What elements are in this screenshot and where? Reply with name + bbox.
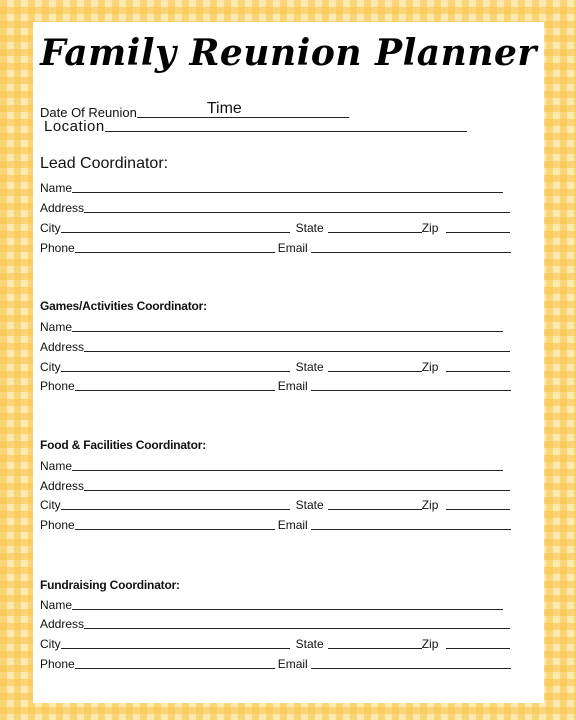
name-row bbox=[40, 459, 503, 473]
state-label: State bbox=[295, 221, 324, 235]
phone-row bbox=[40, 657, 511, 671]
address-row bbox=[40, 201, 510, 215]
email-field[interactable] bbox=[311, 251, 511, 253]
city-row bbox=[40, 360, 510, 374]
phone-field[interactable] bbox=[75, 667, 275, 669]
address-row bbox=[40, 617, 510, 631]
phone-label: Phone bbox=[40, 241, 75, 255]
section-heading-fundraising: Fundraising Coordinator: bbox=[40, 578, 180, 592]
zip-label: Zip bbox=[421, 221, 439, 235]
email-field[interactable] bbox=[311, 667, 511, 669]
address-field[interactable] bbox=[84, 627, 510, 629]
section-heading-lead: Lead Coordinator: bbox=[40, 155, 169, 172]
name-row bbox=[40, 181, 503, 195]
city-label: City bbox=[40, 637, 61, 651]
zip-field[interactable] bbox=[446, 231, 510, 233]
city-label: City bbox=[40, 498, 61, 512]
address-row bbox=[40, 340, 510, 354]
phone-row bbox=[40, 379, 511, 393]
zip-label: Zip bbox=[421, 637, 439, 651]
phone-field[interactable] bbox=[75, 389, 275, 391]
state-label: State bbox=[295, 637, 324, 651]
name-field[interactable] bbox=[72, 608, 503, 610]
phone-label: Phone bbox=[40, 657, 75, 671]
name-field[interactable] bbox=[72, 469, 503, 471]
time-field[interactable] bbox=[242, 116, 344, 118]
page-title: Family Reunion Planner bbox=[40, 32, 537, 74]
address-field[interactable] bbox=[84, 350, 510, 352]
phone-field[interactable] bbox=[75, 251, 275, 253]
state-field[interactable] bbox=[328, 370, 422, 372]
state-label: State bbox=[295, 360, 324, 374]
city-field[interactable] bbox=[61, 370, 290, 372]
email-label: Email bbox=[277, 518, 308, 532]
address-field[interactable] bbox=[84, 489, 510, 491]
phone-label: Phone bbox=[40, 379, 75, 393]
zip-label: Zip bbox=[421, 498, 439, 512]
email-field[interactable] bbox=[311, 389, 511, 391]
planner-page bbox=[33, 22, 544, 703]
state-label: State bbox=[295, 498, 324, 512]
location-field[interactable] bbox=[105, 130, 467, 132]
state-field[interactable] bbox=[328, 231, 422, 233]
city-label: City bbox=[40, 360, 61, 374]
city-field[interactable] bbox=[61, 647, 290, 649]
zip-field[interactable] bbox=[446, 647, 510, 649]
name-field[interactable] bbox=[72, 191, 503, 193]
date-label: Date Of Reunion bbox=[40, 105, 137, 120]
address-row bbox=[40, 479, 510, 493]
email-label: Email bbox=[277, 379, 308, 393]
section-heading-food: Food & Facilities Coordinator: bbox=[40, 438, 207, 452]
zip-field[interactable] bbox=[446, 508, 510, 510]
name-label: Name bbox=[40, 320, 73, 334]
city-field[interactable] bbox=[61, 231, 290, 233]
email-field[interactable] bbox=[311, 528, 511, 530]
email-label: Email bbox=[277, 657, 308, 671]
phone-row bbox=[40, 518, 511, 532]
zip-label: Zip bbox=[421, 360, 439, 374]
phone-label: Phone bbox=[40, 518, 75, 532]
city-field[interactable] bbox=[61, 508, 290, 510]
state-field[interactable] bbox=[328, 647, 422, 649]
address-label: Address bbox=[40, 201, 85, 215]
name-row bbox=[40, 320, 503, 334]
phone-row bbox=[40, 241, 511, 255]
address-label: Address bbox=[40, 617, 85, 631]
name-label: Name bbox=[40, 181, 73, 195]
name-field[interactable] bbox=[72, 330, 503, 332]
email-label: Email bbox=[277, 241, 308, 255]
city-row bbox=[40, 498, 510, 512]
city-row bbox=[40, 221, 510, 235]
city-label: City bbox=[40, 221, 61, 235]
state-field[interactable] bbox=[328, 508, 422, 510]
location-row bbox=[44, 120, 467, 134]
location-label: Location bbox=[44, 118, 105, 135]
section-heading-games: Games/Activities Coordinator: bbox=[40, 299, 207, 313]
name-row bbox=[40, 598, 503, 612]
name-label: Name bbox=[40, 598, 73, 612]
address-label: Address bbox=[40, 479, 85, 493]
name-label: Name bbox=[40, 459, 73, 473]
city-row bbox=[40, 637, 510, 651]
time-label: Time bbox=[206, 100, 242, 117]
phone-field[interactable] bbox=[75, 528, 275, 530]
zip-field[interactable] bbox=[446, 370, 510, 372]
address-field[interactable] bbox=[84, 211, 510, 213]
address-label: Address bbox=[40, 340, 85, 354]
